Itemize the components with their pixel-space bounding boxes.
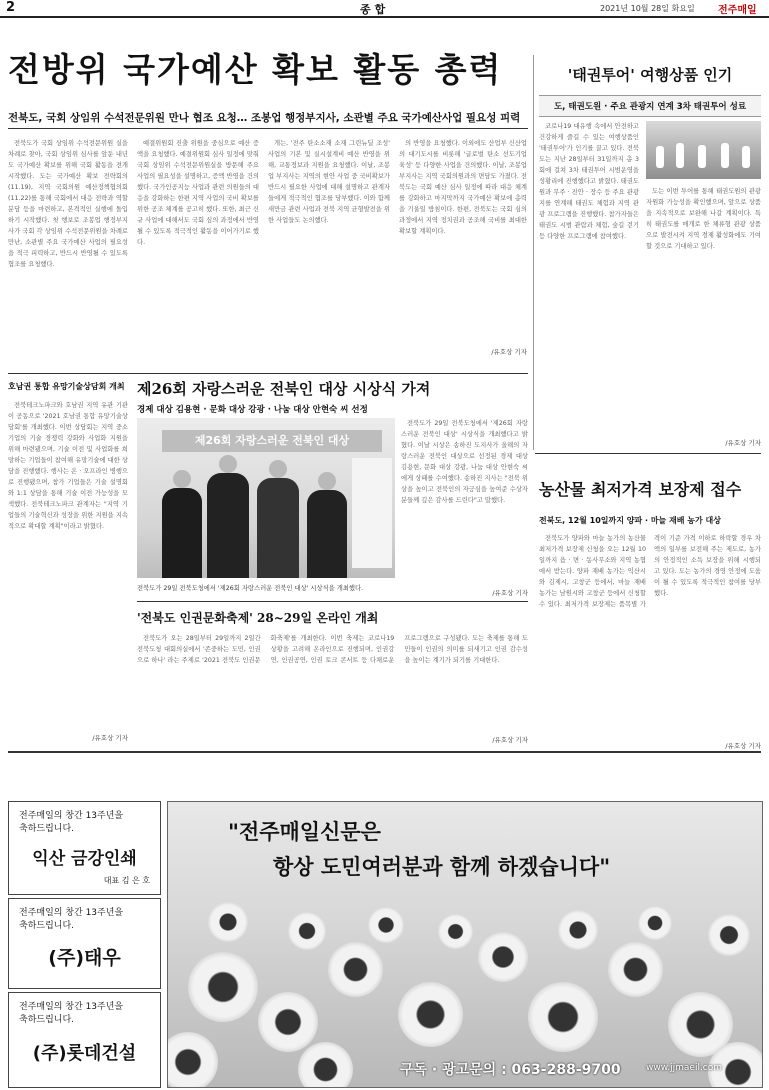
ad-website: www.jjmaeil.com	[646, 1063, 723, 1073]
ad-greeting: 전주매일의 창간 13주년을 축하드립니다.	[19, 811, 124, 834]
ad-contact: 구독 · 광고문의 : 063-288-9700	[400, 1062, 621, 1078]
award-banner: 제26회 자랑스러운 전북인 대상	[162, 430, 382, 452]
tour-column-1: 코로나19 대유행 속에서 안전하고 건강하게 즐길 수 있는 여행상품인 '태권투어'가 인기를 끌고 있다. 전북도는 지난 28일부터 31일까지 총 3회에 걸쳐 3차 태권투어 시범운영을 성황리에 진행했다고 밝혔다. 태권도원과 무주 · 진안 · 장수 등 주요 관광지를 연계해 태권도 체험과 지역 관광 프로그램을 진행했다. 참가자들은 태권도 시범 관람과 체험, 숲길 걷기 등 다양한 프로그램에 참여했다.	[539, 123, 639, 240]
farm-byline: /유호상 기자	[725, 742, 761, 750]
lead-byline: /유호상 기자	[491, 348, 527, 356]
section-rule	[8, 373, 528, 374]
farm-rule	[535, 453, 761, 454]
issue-date: 2021년 10월 28일 화요일	[600, 4, 695, 13]
ad-box-geumgang	[8, 801, 161, 895]
farm-subtitle: 전북도, 12월 10일까지 양파 · 마늘 재배 농가 대상	[539, 516, 721, 525]
prize-caption: 전북도가 29일 전북도청에서 '제26회 자랑스러운 전북인 대상' 시상식을 개최했다.	[137, 585, 364, 592]
festival-rule	[137, 601, 528, 602]
ad-section-rule	[8, 751, 761, 753]
ad-company-name: (주)롯데건설	[32, 1043, 137, 1064]
ad-slogan-line-1: "전주매일신문은	[228, 819, 381, 844]
paper-name: 전주매일	[718, 5, 757, 16]
ad-box-taewoo	[8, 898, 161, 989]
ad-company-name: (주)태우	[48, 947, 121, 969]
award-ceremony-photo	[137, 418, 395, 578]
lead-column-1: 전북도가 국회 상임위 수석전문위원 실을 차례로 찾아, 국회 상임위 심사를 앞둔 내년도 국가예산 확보를 위해 국회 활동을 전개 시작했다. 도는 국가예산 확보 전략회의(11.19), 지역 국회의원 예산정책협의회(11.22)를 통해 국회에서 대응 전략과 역할 분담 등을 마련하고, 본격적인 실행에 돌입하기 시작했다. 첫 행보로 조봉업 행정부지사가 국회 각 상임위 수석전문위원을 차례로 만난, 소관별 주요 국가예산 사업의 필요성을 적극 피력하고, 반드시 반영될 수 있도록 협조를 요청했다.	[8, 140, 128, 268]
divider-vertical	[533, 55, 534, 450]
honam-byline: /유호상 기자	[92, 734, 128, 742]
prize-subtitle: 경제 대상 김용현 · 문화 대상 강광 · 나눔 대상 안현숙 씨 선정	[137, 405, 368, 415]
main-advertisement	[167, 801, 763, 1088]
ad-greeting: 전주매일의 창간 13주년을 축하드립니다.	[19, 908, 124, 931]
lead-rule	[8, 128, 528, 129]
tour-subtitle: 도, 태권도원 · 주요 관광지 연계 3차 태권투어 성료	[539, 95, 761, 117]
ad-representative: 대표 김 은 호	[103, 876, 150, 885]
taekwondo-photo	[646, 121, 761, 179]
ad-greeting: 전주매일의 창간 13주년을 축하드립니다.	[19, 1002, 124, 1025]
farm-title: 농산물 최저가격 보장제 접수	[539, 480, 742, 499]
ad-company-name: 익산 금강인쇄	[32, 849, 137, 869]
ad-slogan-line-2: 항상 도민여러분과 함께 하겠습니다"	[273, 854, 611, 879]
festival-title: '전북도 인권문화축제' 28~29일 온라인 개최	[137, 611, 379, 625]
prize-title: 제26회 자랑스러운 전북인 대상 시상식 가져	[137, 380, 431, 398]
prize-body: 전북도가 29일 전북도청에서 '제26회 자랑스러운 전북인 대상' 시상식을 개최했다고 밝혔다. 이날 시상은 송하진 도지사가 올해의 자랑스러운 전북인 대상으로 선정된 경제 대상 김용현, 문화 대상 강광, 나눔 대상 안현숙 씨에게 상패를 수여했다. 송하진 지사는 "전북 위상을 높이고 전북인의 자긍심을 높여준 수상자분들께 깊은 감사를 드린다"고 말했다.	[401, 420, 528, 504]
tour-byline: /유호상 기자	[725, 439, 761, 447]
tour-column-2: 도는 이번 투어를 통해 태권도원의 관광 자원화 가능성을 확인했으며, 앞으로 상품을 지속적으로 보완해 나갈 계획이다. 특히 태권도를 매개로 한 체류형 관광 상품으로 발전시켜 지역 경제 활성화에도 기여할 것으로 기대하고 있다.	[646, 188, 761, 250]
lead-column-4: 의 반영을 요청했다. 이외에도 산업부 신산업의 대기도시를 비롯해 '글로벌 탄소 선도기업 육성' 등 다양한 사업을 건의했다. 이날, 조봉업 부지사는 지역 국회의원과의 면담도 가졌다. 전북도는 국회 예산 심사 일정에 따라 대응 체계를 강화하고 마지막까지 국가예산 확보에 총력을 기울일 방침이다. 한편, 전북도는 국회 심의 과정에서 지역 정치권과 공조해 국비를 최대한 확보할 계획이다.	[399, 140, 527, 235]
lead-column-2: 예결위원회 진출 위원을 중심으로 예산 증액을 요청했다. 예결위원회 심사 일정에 맞춰 국회 상임위 수석전문위원실을 방문해 주요사업의 필요성을 설명하고, 증액 반영을 건의했다. 국가인공지능 사업과 관련 의원들의 대응을 강화하는 한편 지역 사업의 국비 확보를 위한 공조 체계를 공고히 했다. 또한, 최근 신규 사업에 대해서도 국회 심의 과정에서 반영될 수 있도록 적극적인 활동을 이어가기로 했다.	[137, 140, 259, 246]
festival-byline: /유호상 기자	[492, 736, 528, 744]
tour-title: '태권투어' 여행상품 인기	[567, 66, 733, 84]
farm-body: 전북도가 양파와 마늘 농가의 농산물 최저가격 보장제 신청을 오는 12월 10일까지 읍 · 면 · 동사무소와 지역 농협에서 받는다. 양파 재배 농가는 익산시와 김제시, 고창군 등에서, 마늘 재배 농가는 남원시와 고창군 등에서 신청할 수 있다. 최저가격 보장제는 품목별 가격이 기준 가격 이하로 하락할 경우 차액의 일부를 보전해 주는 제도로, 농가의 안정적인 소득 보장을 위해 시행되고 있다. 도는 농가의 경영 안정에 도움이 될 수 있도록 적극적인 참여를 당부했다.	[539, 535, 761, 608]
section-name: 종합	[360, 3, 390, 16]
prize-byline: /유호상 기자	[492, 589, 528, 597]
page-number: 2	[6, 0, 16, 15]
masthead	[0, 0, 769, 18]
lead-column-3: 개는, '전주 탄소소재 소재 그린뉴딜 조성' 사업의 기본 및 실시설계비 예산 반영을 위해, 교통정보과 지원을 요청했다. 이날, 조봉업 부지사는 지역의 현안 사업 중 국비확보가 반드시 필요한 사업에 대해 설명하고 관계자들에게 적극적인 협조를 당부했다. 이와 함께 새만금 관련 사업과 전북 지역 균형발전을 위한 사업들도 논의했다.	[268, 140, 390, 224]
festival-body: 전북도가 오는 28일부터 29일까지 2일간 전북도청 대회의실에서 '존중하는 도민, 인권으로 하나' 라는 주제로 '2021 전북도 인권문화축제'를 개최한다. 이번 축제는 코로나19 상황을 고려해 온라인으로 진행되며, 인권강연, 인권공연, 인권 토크 콘서트 등 다채로운 프로그램으로 구성됐다. 도는 축제를 통해 도민들이 인권의 의미를 되새기고 인권 감수성을 높이는 계기가 되기를 기대한다.	[137, 635, 528, 664]
lead-subhead: 전북도, 국회 상임위 수석전문위원 만나 협조 요청… 조봉업 행정부지사, 소관별 주요 국가예산사업 필요성 피력	[8, 112, 521, 124]
honam-body: 전북테크노파크와 호남권 지역 유관 기관이 공동으로 '2021 호남권 통합 유망기술상담회'를 개최했다. 이번 상담회는 지역 중소기업의 기술 경쟁력 강화와 사업화 지원을 위해 마련됐으며, 기술 이전 및 사업화를 희망하는 기업들이 참여해 유망기술에 대한 상담을 진행했다. 행사는 온 · 오프라인 병행으로 진행됐으며, 참가 기업들은 기술 설명회와 1:1 상담을 통해 기술 이전 가능성을 모색했다. 전북테크노파크 관계자는 "지역 기업들의 기술혁신과 성장을 위한 지원을 지속적으로 확대할 계획"이라고 밝혔다.	[8, 402, 128, 530]
ad-box-lotte	[8, 992, 161, 1088]
lead-headline: 전방위 국가예산 확보 활동 총력	[8, 50, 503, 89]
honam-title: 호남권 통합 유망기술상담회 개최	[8, 382, 125, 391]
